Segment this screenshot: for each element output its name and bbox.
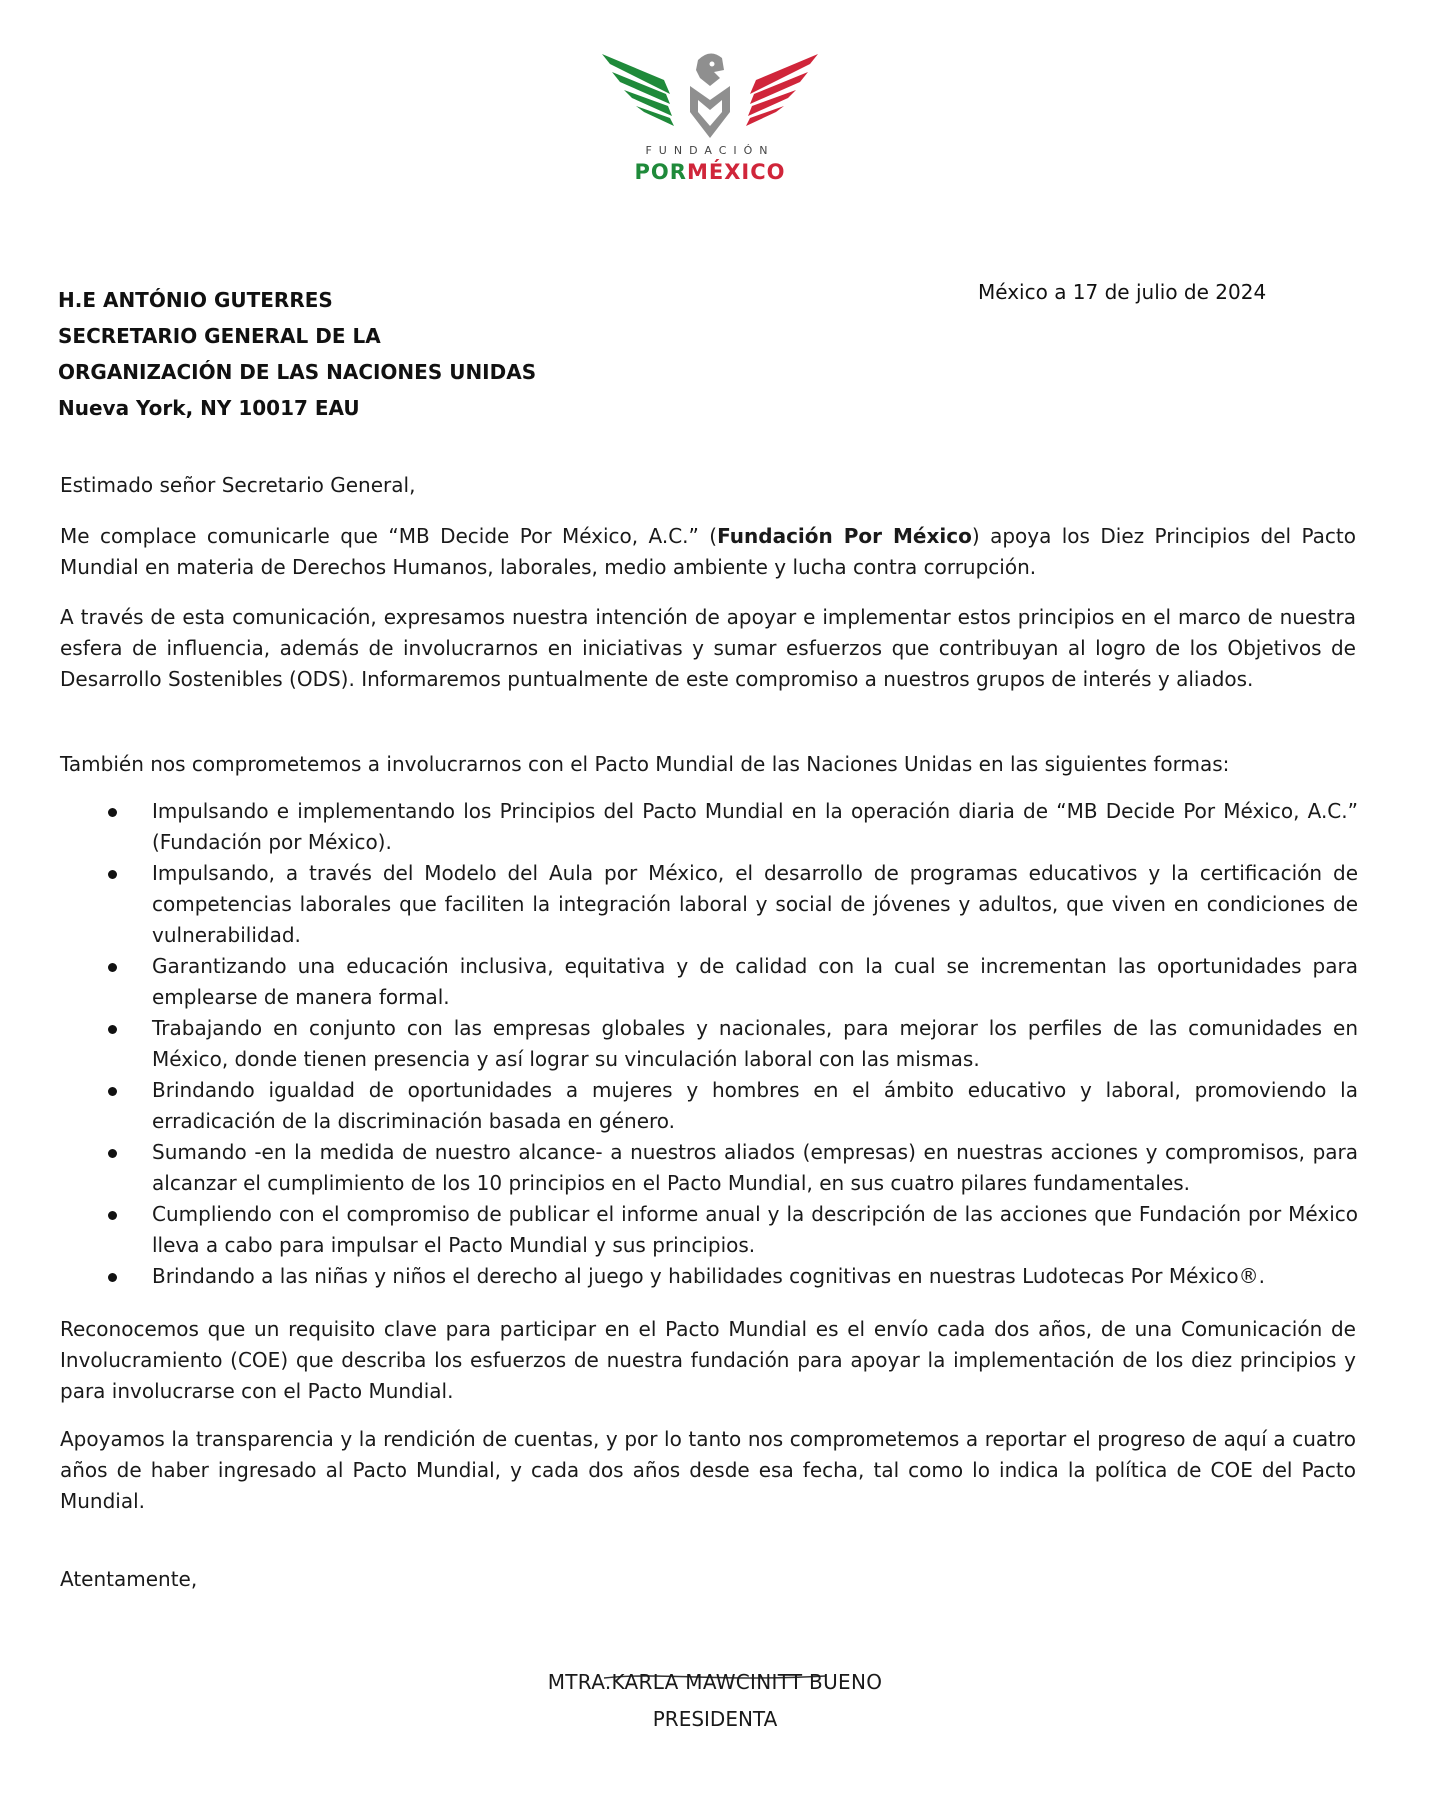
letter-date: México a 17 de julio de 2024 bbox=[978, 280, 1267, 304]
list-item bbox=[108, 1075, 1358, 1137]
paragraph-1 bbox=[60, 521, 1356, 583]
recipient-line: SECRETARIO GENERAL DE LA bbox=[58, 324, 381, 348]
list-item-text: Brindando igualdad de oportunidades a mujeres y hombres en el ámbito educativo y laboral, promoviendo la erradicación de la discriminación basada en género. bbox=[152, 1078, 1358, 1133]
list-item-text: Sumando -en la medida de nuestro alcance- a nuestros aliados (empresas) en nuestras acciones y compromisos, para alcanzar el cumplimiento de los 10 principios en el Pacto Mundial, en sus cuatro pilares fundamentales. bbox=[152, 1140, 1358, 1195]
list-item bbox=[108, 858, 1358, 951]
recipient-line: Nueva York, NY 10017 EAU bbox=[58, 396, 360, 420]
list-item bbox=[108, 796, 1358, 858]
list-item bbox=[108, 951, 1358, 1013]
logo-name-red: MÉXICO bbox=[686, 160, 786, 184]
bullet-icon bbox=[108, 1087, 117, 1096]
paragraph-4: Reconocemos que un requisito clave para participar en el Pacto Mundial es el envío cada dos años, de una Comunicación de Involucramiento (COE) que describa los esfuerzos de nuestra fundación para apoyar la implementación de los diez principios y para involucrarse con el Pacto Mundial. bbox=[60, 1317, 1356, 1403]
signatory-title: PRESIDENTA bbox=[652, 1707, 778, 1731]
bullet-icon bbox=[108, 1149, 117, 1158]
logo-name-green: POR bbox=[634, 160, 687, 184]
paragraph-1-after: ) apoya los Diez Principios del Pacto Mundial en materia de Derechos Humanos, laborales, medio ambiente y lucha contra corrupción. bbox=[60, 524, 1357, 579]
eagle-emblem-icon bbox=[590, 42, 830, 142]
list-item-text: Impulsando e implementando los Principios del Pacto Mundial en la operación diaria de “MB Decide Por México, A.C.” (Fundación por México). bbox=[152, 799, 1358, 854]
recipient-block bbox=[58, 282, 536, 426]
logo-org-top-text: FUNDACIÓN bbox=[645, 144, 775, 157]
list-item-text: Trabajando en conjunto con las empresas globales y nacionales, para mejorar los perfiles de las comunidades en México, donde tienen presencia y así lograr su vinculación laboral con las mismas. bbox=[152, 1016, 1358, 1071]
bullet-icon bbox=[108, 963, 117, 972]
signatory-name: MTRA.KARLA MAWCINITT BUENO bbox=[547, 1670, 883, 1694]
list-item bbox=[108, 1137, 1358, 1199]
bullet-icon bbox=[108, 1211, 117, 1220]
logo-org-name bbox=[590, 160, 830, 184]
paragraph-5: Apoyamos la transparencia y la rendición de cuentas, y por lo tanto nos comprometemos a reportar el progreso de aquí a cuatro años de haber ingresado al Pacto Mundial, y cada dos años desde esa fecha, tal como lo indica la política de COE del Pacto Mundial. bbox=[60, 1427, 1356, 1513]
recipient-line: H.E ANTÓNIO GUTERRES bbox=[58, 288, 333, 312]
paragraph-3: También nos comprometemos a involucrarnos con el Pacto Mundial de las Naciones Unidas en las siguientes formas: bbox=[60, 752, 1230, 776]
salutation: Estimado señor Secretario General, bbox=[60, 473, 416, 497]
paragraph-1-bold: Fundación Por México bbox=[717, 524, 972, 548]
list-item bbox=[108, 1013, 1358, 1075]
list-item-text: Cumpliendo con el compromiso de publicar el informe anual y la descripción de las acciones que Fundación por México lleva a cabo para impulsar el Pacto Mundial y sus principios. bbox=[152, 1202, 1358, 1257]
list-item-text: Impulsando, a través del Modelo del Aula por México, el desarrollo de programas educativos y la certificación de competencias laborales que faciliten la integración laboral y social de jóvenes y adultos, que viven en condiciones de vulnerabilidad. bbox=[152, 861, 1358, 947]
paragraph-2: A través de esta comunicación, expresamos nuestra intención de apoyar e implementar estos principios en el marco de nuestra esfera de influencia, además de involucrarnos en iniciativas y sumar esfuerzos que contribuyan al logro de los Objetivos de Desarrollo Sostenibles (ODS). Informaremos puntualmente de este compromiso a nuestros grupos de interés y aliados. bbox=[60, 605, 1356, 691]
bullet-icon bbox=[108, 808, 117, 817]
foundation-logo bbox=[590, 42, 830, 192]
bullet-icon bbox=[108, 1273, 117, 1282]
list-item bbox=[108, 1261, 1358, 1292]
list-item-text: Brindando a las niñas y niños el derecho al juego y habilidades cognitivas en nuestras Ludotecas Por México®. bbox=[152, 1264, 1266, 1288]
recipient-line: ORGANIZACIÓN DE LAS NACIONES UNIDAS bbox=[58, 360, 537, 384]
list-item-text: Garantizando una educación inclusiva, equitativa y de calidad con la cual se incrementan las oportunidades para emplearse de manera formal. bbox=[152, 954, 1358, 1009]
bullet-icon bbox=[108, 870, 117, 879]
closing: Atentamente, bbox=[60, 1567, 198, 1591]
commitments-list bbox=[108, 796, 1358, 1292]
list-item bbox=[108, 1199, 1358, 1261]
paragraph-1-before: Me complace comunicarle que “MB Decide Por México, A.C.” ( bbox=[60, 524, 718, 548]
bullet-icon bbox=[108, 1025, 117, 1034]
